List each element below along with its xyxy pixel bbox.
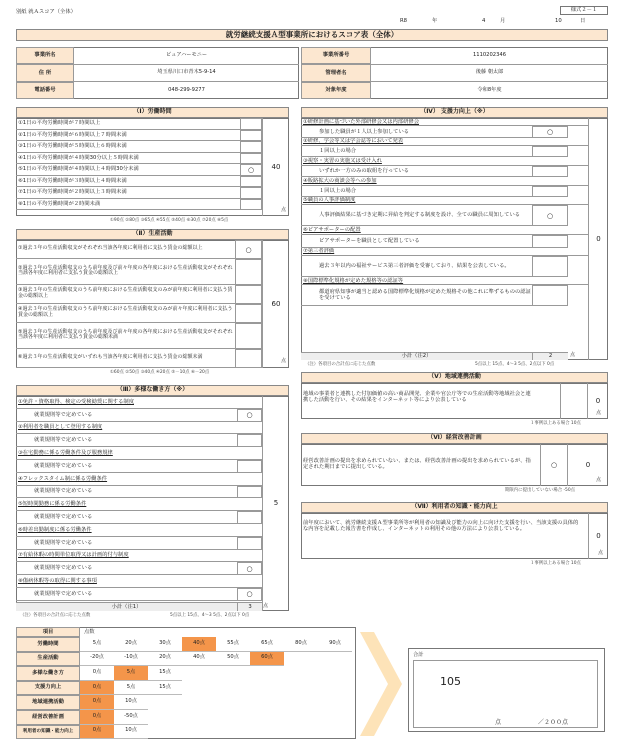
section-1-mark [240,187,262,199]
summary-row-label: 利用者の知識・能力向上 [16,725,80,740]
section-3-item-heading: ④フレックスタイム制に係る労働条件 [16,473,262,486]
phone-label: 電話番号 [16,82,74,99]
section-1-mark [240,199,262,211]
section-6-unit: 点 [596,477,602,483]
section-4-item-heading: ②研修、学会等又は学会誌等において発表 [301,138,588,146]
section-3-item-criterion: 就業規則等で定めている [16,434,237,447]
section-4-mark [532,186,568,197]
section-2-mark [235,304,262,323]
section-4-item-criterion: 参加した職員が１人以上参加している [301,126,532,137]
total-label: 合計 [413,652,424,658]
summary-cell: 20点 [148,652,182,667]
section-2-item: ⑥過去３年の生産活動収支がいずれも当該各年度に利用者に支払う賃金の総額未満 [16,349,235,368]
section-5-score: 0 [595,396,601,405]
summary-cell: -10点 [114,652,148,667]
section-2-title: （Ⅱ）生産活動 [16,229,289,240]
office-name: ピュアハーモニー [165,51,208,58]
section-2-item: ③過去３年の生産活動収支のうち前年度における生産活動収支のみが前年度に利用者に支払う賃金の総額以上 [16,285,235,304]
section-1-score: 40 [262,118,289,216]
section-3-item-heading: ⑦有給休暇の時間単位取得又は計画的付与制度 [16,550,262,563]
manager: 後藤 朝太郎 [371,64,608,82]
summary-head-item: 項目 [16,627,80,637]
section-4-mark: ○ [532,126,568,137]
section-1-mark [240,141,262,153]
section-3-title: （Ⅲ）多様な働き方（※） [16,385,289,396]
summary-cell: 15点 [148,666,182,681]
section-4-item-heading: ①研修計画に基づいた外部研修会又は内部研修会 [301,118,588,126]
section-5-mark [560,383,588,419]
section-6-score: 0 [585,460,591,469]
section-3-item-criterion: 就業規則等で定めている [16,537,237,550]
section-3-item-criterion: 就業規則等で定めている [16,409,237,422]
section-6-mark: ○ [540,444,568,486]
summary-cell: 20点 [114,637,148,652]
summary-cell: 90点 [318,637,352,652]
section-1-mark [240,153,262,165]
summary-cell: 65点 [250,637,284,652]
office-number: 1110202346 [472,51,506,58]
section-3-subtotal: 3 [237,602,262,611]
section-3-note: （注）各項目の合計点に応じた点数 [20,613,91,618]
section-7-scale: １事例以上ある場合 10点 [530,561,581,566]
section-4-item-heading: ⑥ピアサポーターの配置 [301,226,588,234]
section-4-item-heading: ③視察・実習の実施又は受け入れ [301,157,588,165]
doc-label: 別紙 就Ａスコア（全体） [16,9,76,15]
section-3-mark [237,460,262,473]
section-3-mark [237,511,262,524]
section-1-scale: ①90点 ②80点 ③65点 ④55点 ⑤40点 ⑥30点 ⑦20点 ⑧5点 [110,218,229,223]
section-4-score: 0 [588,118,608,360]
summary-cell: 15点 [148,681,182,696]
section-7-text: 前年度において、就労継続支援Ａ型事業所等が利用者の知識及び能力の向上に向けた支援を行い、当該支援の具体的な内容を記載した報告書を作成し、インターネットの利用その他の方法により公表している。 [303,520,579,533]
section-3-item-heading: ⑧傷病休暇等の取得に関する事項 [16,575,262,588]
phone: 048-299-9277 [168,86,205,93]
section-2-scale: ①60点 ②50点 ③40点 ④20点 ⑤－10点 ⑥－20点 [110,370,210,375]
summary-cell: 40点 [182,652,216,667]
section-4-mark [532,146,568,157]
form-number: 様式２－１ [560,6,608,15]
summary-cell: 0点 [80,666,114,681]
section-4-title: （Ⅳ） 支援力向上（※） [301,107,608,118]
section-2-item: ②過去３年の生産活動収支のうち前年度及び前々年度の各年度における生産活動収支がそれぞれ当該各年度に利用者に支払う賃金の総額以上 [16,259,235,285]
section-6-scale: 期限内に提出していない場合 -50点 [505,488,576,493]
office-name-label: 事業所名 [16,47,74,64]
total-inner [413,660,598,728]
summary-cell: 5点 [114,681,148,696]
section-4-unit: 点 [570,352,576,358]
section-3-mark [237,537,262,550]
section-2-mark [235,323,262,349]
section-2-item: ①過去３年の生産活動収支がそれぞれ当該各年度に利用者に支払う賃金の総額以上 [16,240,235,259]
section-2-mark [235,349,262,368]
section-3-score: 5 [262,396,289,611]
section-2-score: 60 [262,240,289,368]
summary-row-label: 多様な働き方 [16,666,80,681]
total-value: 105 [440,675,461,688]
summary-cell: 55点 [216,637,250,652]
section-1-item: ①1日の平均労働時間が７時間以上 [16,118,240,130]
section-4-item-criterion: １回以上の場合 [301,186,532,197]
summary-cell: 40点 [182,637,216,652]
section-3-mark [237,434,262,447]
summary-cell: 0点 [80,710,114,725]
summary-cell: 5点 [114,666,148,681]
section-3-mark [237,486,262,499]
section-3-item-criterion: 就業規則等で定めている [16,486,237,499]
summary-row-label: 経営改善計画 [16,710,80,725]
target-year-label: 対象年度 [301,82,371,99]
section-3-mark: ○ [237,409,262,422]
section-4-note: （注）各項目の合計点に応じた点数 [305,362,376,367]
section-1-item: ⑦1日の平均労働時間が２時間以上３時間未満 [16,187,240,199]
section-4-mark [532,166,568,177]
section-3-unit: 点 [263,603,269,609]
section-5-unit: 点 [596,410,602,416]
section-1-mark [240,176,262,188]
office-number-label: 事業所番号 [301,47,371,64]
section-4-mark [532,235,568,248]
address: 埼玉県川口市青木5-9-14 [74,64,299,82]
summary-row-label: 支援力向上 [16,681,80,696]
section-1-mark [240,118,262,130]
summary-cell: 80点 [284,637,318,652]
summary-cell: 10点 [114,695,148,710]
date-year: R8 [400,18,408,24]
summary-cell: 5点 [80,637,114,652]
date-year-unit: 年 [432,18,438,24]
section-4-subtotal-label: 小計（注2） [301,352,532,360]
section-4-item-heading: ④販路拡大の商談会等への参加 [301,177,588,185]
target-year: 令和8年度 [477,86,502,93]
section-4-item-criterion: 過去３年以内の福祉サービス第三者評価を受審しており、結果を公表している。 [301,256,532,277]
date-day-unit: 日 [580,18,586,24]
date-month-unit: 月 [500,18,506,24]
section-6-title: （Ⅵ）経営改善計画 [301,433,608,444]
section-3-item-heading: ②利用者を職員として登用する制度 [16,422,262,435]
section-4-item-heading: ⑦第三者評価 [301,248,588,256]
arrow-right-icon [360,632,404,736]
section-2-mark [235,259,262,285]
page-title: 就労継続支援Ａ型事業所におけるスコア表（全体） [16,29,608,41]
section-3-scale: 5点以上 15点、4～3 5点、2点以下 0点 [170,613,250,618]
section-4-item-criterion: 人事評価結果に基づき定期に昇給を判定する制度を設け、全ての職員に周知している [301,205,532,226]
total-max: ／２００点 [538,719,569,726]
section-3-mark: ○ [237,562,262,575]
section-1-item: ②1日の平均労働時間が６時間以上７時間未満 [16,130,240,142]
section-1-item: ③1日の平均労働時間が５時間以上６時間未満 [16,141,240,153]
section-1-unit: 点 [281,207,287,213]
section-4-scale: 5点以上 15点、4～3 5点、2点以下 0点 [475,362,555,367]
section-2-unit: 点 [281,358,287,364]
section-5-text: 地域の事業者と連携した付加価値の高い商品開発、企業や官公庁等での生産活動等地域社会と連携した活動を行い、その結果をインターネット等により公表している [303,391,531,404]
summary-cell: 10点 [114,725,148,740]
section-1-title: （Ⅰ）労働時間 [16,107,289,118]
section-2-item: ④過去３年の生産活動収支のうち前年度における生産活動収支のみが前々年度に利用者に支払う賃金の総額以上 [16,304,235,323]
section-2-item: ⑤過去３年の生産活動収支のうち前年度及び前々年度の各年度における生産活動収支がそれぞれ当該各年度に利用者に支払う賃金の総額未満 [16,323,235,349]
section-4-item-criterion: ピアサポーターを職員として配置している [301,235,532,248]
section-4-subtotal: 2 [532,352,568,360]
summary-cell: -20点 [80,652,114,667]
section-7-unit: 点 [598,550,604,556]
section-3-item-heading: ⑥時差出勤制度に係る労働条件 [16,524,262,537]
summary-cell: 0点 [80,695,114,710]
section-6-text: 経営改善計画の提出を求められていない、または、経営改善計画の提出を求められているが、指定された期日までに提出している。 [303,458,531,471]
section-2-mark [235,285,262,304]
summary-cell: 60点 [250,652,284,667]
address-label: 住 所 [16,64,74,82]
section-3-item-criterion: 就業規則等で定めている [16,460,237,473]
summary-cell: 30点 [148,637,182,652]
summary-head-score: 点数 [84,629,95,635]
section-4-mark: ○ [532,205,568,226]
section-3-item-criterion: 就業規則等で定めている [16,588,237,601]
section-3-item-heading: ⑤短時間勤務に係る労働条件 [16,498,262,511]
summary-cell: 50点 [216,652,250,667]
section-4-item-heading: ⑧国際標準化規格が定めた規格等の認証等 [301,277,588,285]
section-4-item-criterion: いずれか一方のみの取組を行っている [301,166,532,177]
summary-row-label: 生産活動 [16,652,80,667]
summary-cell: 0点 [80,725,114,740]
section-7-mark [570,513,588,559]
date-day: 10 [555,18,562,24]
section-3-mark: ○ [237,588,262,601]
section-4-mark [532,285,568,306]
section-3-item-criterion: 就業規則等で定めている [16,562,237,575]
section-1-mark: ○ [240,164,262,176]
section-3-item-heading: ①免許・資格取得、検定の受検勧奨に関する制度 [16,396,262,409]
section-1-item: ⑤1日の平均労働時間が４時間以上４時間30分未満 [16,164,240,176]
section-5-title: （Ⅴ）地域連携活動 [301,372,608,383]
section-3-subtotal-label: 小計（注1） [16,602,237,611]
date-month: 4 [482,18,486,24]
section-2-mark: ○ [235,240,262,259]
summary-row-label: 労働時間 [16,637,80,652]
section-1-item: ④1日の平均労働時間が４時間30分以上５時間未満 [16,153,240,165]
section-7-title: （Ⅶ）利用者の知識・能力向上 [301,502,608,513]
section-1-item: ⑥1日の平均労働時間が３時間以上４時間未満 [16,176,240,188]
manager-label: 管理者名 [301,64,371,82]
summary-cell: 0点 [80,681,114,696]
section-3-item-heading: ③在宅勤務に係る労働条件及び服務規律 [16,447,262,460]
section-4-item-criterion: １回以上の場合 [301,146,532,157]
section-3-item-criterion: 就業規則等で定めている [16,511,237,524]
section-1-mark [240,130,262,142]
summary-row-label: 地域連携活動 [16,695,80,710]
section-4-item-criterion: 都道府県知事が適当と認める国際標準化規格が定めた規格その他これに準ずるものの認証を受けている [301,285,532,306]
section-1-item: ⑧1日の平均労働時間が２時間未満 [16,199,240,211]
section-4-mark [532,256,568,277]
section-4-item-heading: ⑤職員の人事評価制度 [301,197,588,205]
summary-cell: -50点 [114,710,148,725]
total-unit: 点 [495,719,502,726]
section-7-score: 0 [588,513,608,559]
section-5-scale: １事例以上ある場合 10点 [530,421,581,426]
